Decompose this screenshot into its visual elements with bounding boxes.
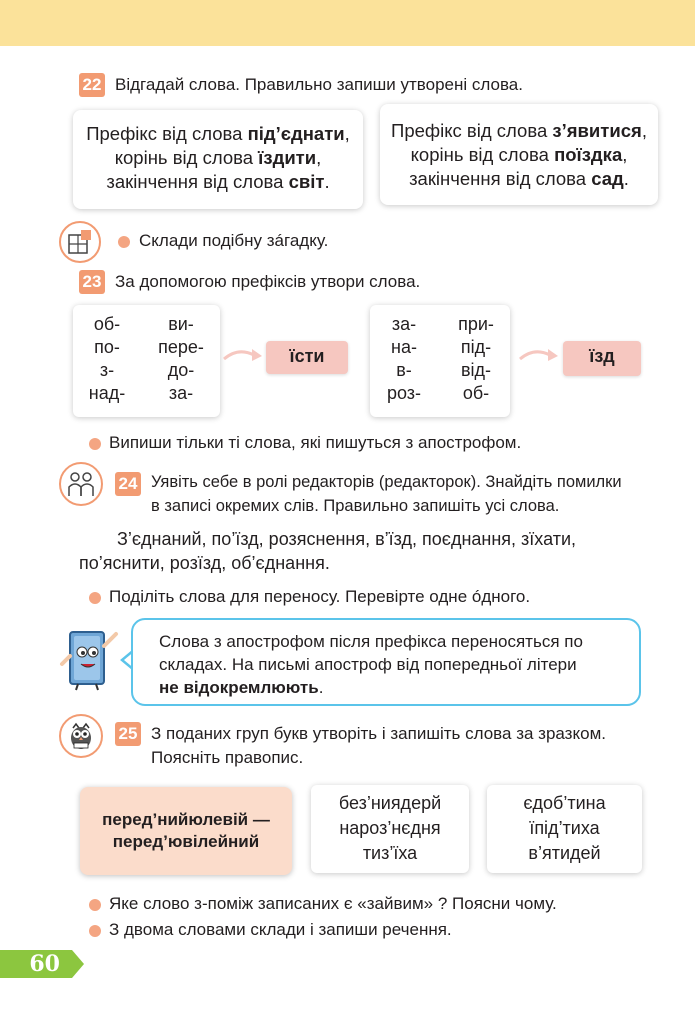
letter-group-card-1 [311, 785, 469, 873]
prefix: за- [391, 314, 417, 334]
book-character-icon [58, 626, 126, 692]
bullet-dot [118, 236, 130, 248]
exercise-25-number: 25 [115, 722, 141, 746]
prefix: пере- [158, 337, 204, 357]
letter-group-card-2 [487, 785, 642, 873]
exercise-23-task: За допомогою префіксів утвори слова. [115, 272, 421, 291]
prefix: в- [396, 360, 412, 380]
exercise-25-task-line2: Поясніть правопис. [151, 748, 304, 767]
exercise-23-number: 23 [79, 270, 105, 294]
exercise-24-task-line2: в записі окремих слів. Правильно запишіть усі слова. [151, 497, 560, 515]
letter-group: в’ятидей [528, 843, 601, 863]
prefix-box-2 [370, 305, 510, 417]
page-number: 60 [29, 951, 60, 977]
letter-group: тиз’їха [362, 843, 418, 863]
letter-group: єдоб’тина [523, 793, 606, 813]
prefix-box-1 [73, 305, 220, 417]
exercise-22-number: 22 [79, 73, 105, 97]
prefix: за- [168, 383, 194, 403]
riddle-card-2: Префікс від слова з’явитися, корінь від слова поїздка, закінчення від слова сад. [380, 104, 658, 205]
prefix: об- [462, 383, 490, 403]
prefix: по- [94, 337, 120, 357]
rule-line3-bold: не відокремлюють [159, 678, 319, 697]
riddle-card-1: Префікс від слова під’єднати, корінь від слова їздити, закінчення від слова світ. [73, 110, 363, 209]
letter-group: їпід’тиха [529, 818, 600, 838]
prefix: при- [458, 314, 494, 334]
root-word-2: їзд [563, 341, 641, 376]
rule-box: Слова з апострофом після префікса переносяться по складах. На письмі апостроф від попередньої літери не відокремлюють. [131, 618, 641, 706]
exercise-25-bullet1: Яке слово з-поміж записаних є «зайвим» ? Поясни чому. [109, 894, 557, 913]
exercise-24-task-line1: Уявіть себе в ролі редакторів (редакторок). Знайдіть помилки [151, 473, 622, 491]
exercise-25-task-line1: З поданих груп букв утворіть і запишіть слова за зразком. [151, 724, 606, 743]
exercise-24-words-line2: по’яснити, розїзд, об’єднання. [79, 553, 330, 573]
bullet-dot [89, 925, 101, 937]
root-word-1: їсти [266, 341, 348, 374]
exercise-22-task: Відгадай слова. Правильно запиши утворені слова. [115, 75, 523, 94]
prefix: з- [99, 360, 115, 380]
owl-icon [59, 714, 103, 758]
bullet-dot [89, 899, 101, 911]
exercise-23-bullet: Випиши тільки ті слова, які пишуться з апострофом. [109, 433, 522, 452]
prefix: на- [391, 337, 417, 357]
example-card [80, 787, 292, 875]
bullet-dot [89, 438, 101, 450]
prefix: ви- [168, 314, 194, 334]
example-line2: перед’ювілейний [112, 832, 260, 851]
exercise-24-number: 24 [115, 472, 141, 496]
arrow-right-icon [222, 345, 264, 365]
puzzle-icon [59, 221, 101, 263]
prefix: над- [88, 383, 126, 403]
exercise-24-bullet: Поділіть слова для переносу. Перевірте одне óдного. [109, 587, 531, 606]
example-line1: перед’нийюлевій — [102, 810, 270, 829]
arrow-right-icon [518, 345, 560, 365]
prefix: під- [460, 337, 492, 357]
prefix: роз- [386, 383, 422, 403]
rule-line2: складах. На письмі апостроф від попередньої літери [159, 655, 577, 674]
prefix: об- [93, 314, 121, 334]
top-color-band [0, 0, 695, 46]
letter-group: без’ниядерй [338, 793, 442, 813]
bullet-dot [89, 592, 101, 604]
letter-group: нароз’нєдня [339, 818, 441, 838]
exercise-25-bullet2: З двома словами склади і запиши речення. [109, 920, 452, 939]
rule-line1: Слова з апострофом після префікса переносяться по [159, 632, 583, 651]
prefix: від- [460, 360, 492, 380]
exercise-22-bullet: Склади подібну зáгадку. [139, 231, 329, 250]
prefix: до- [167, 360, 195, 380]
pair-work-icon [59, 462, 103, 506]
exercise-24-words-line1: З’єднаний, по’їзд, розяснення, в’їзд, поєднання, зїхати, [117, 529, 576, 549]
